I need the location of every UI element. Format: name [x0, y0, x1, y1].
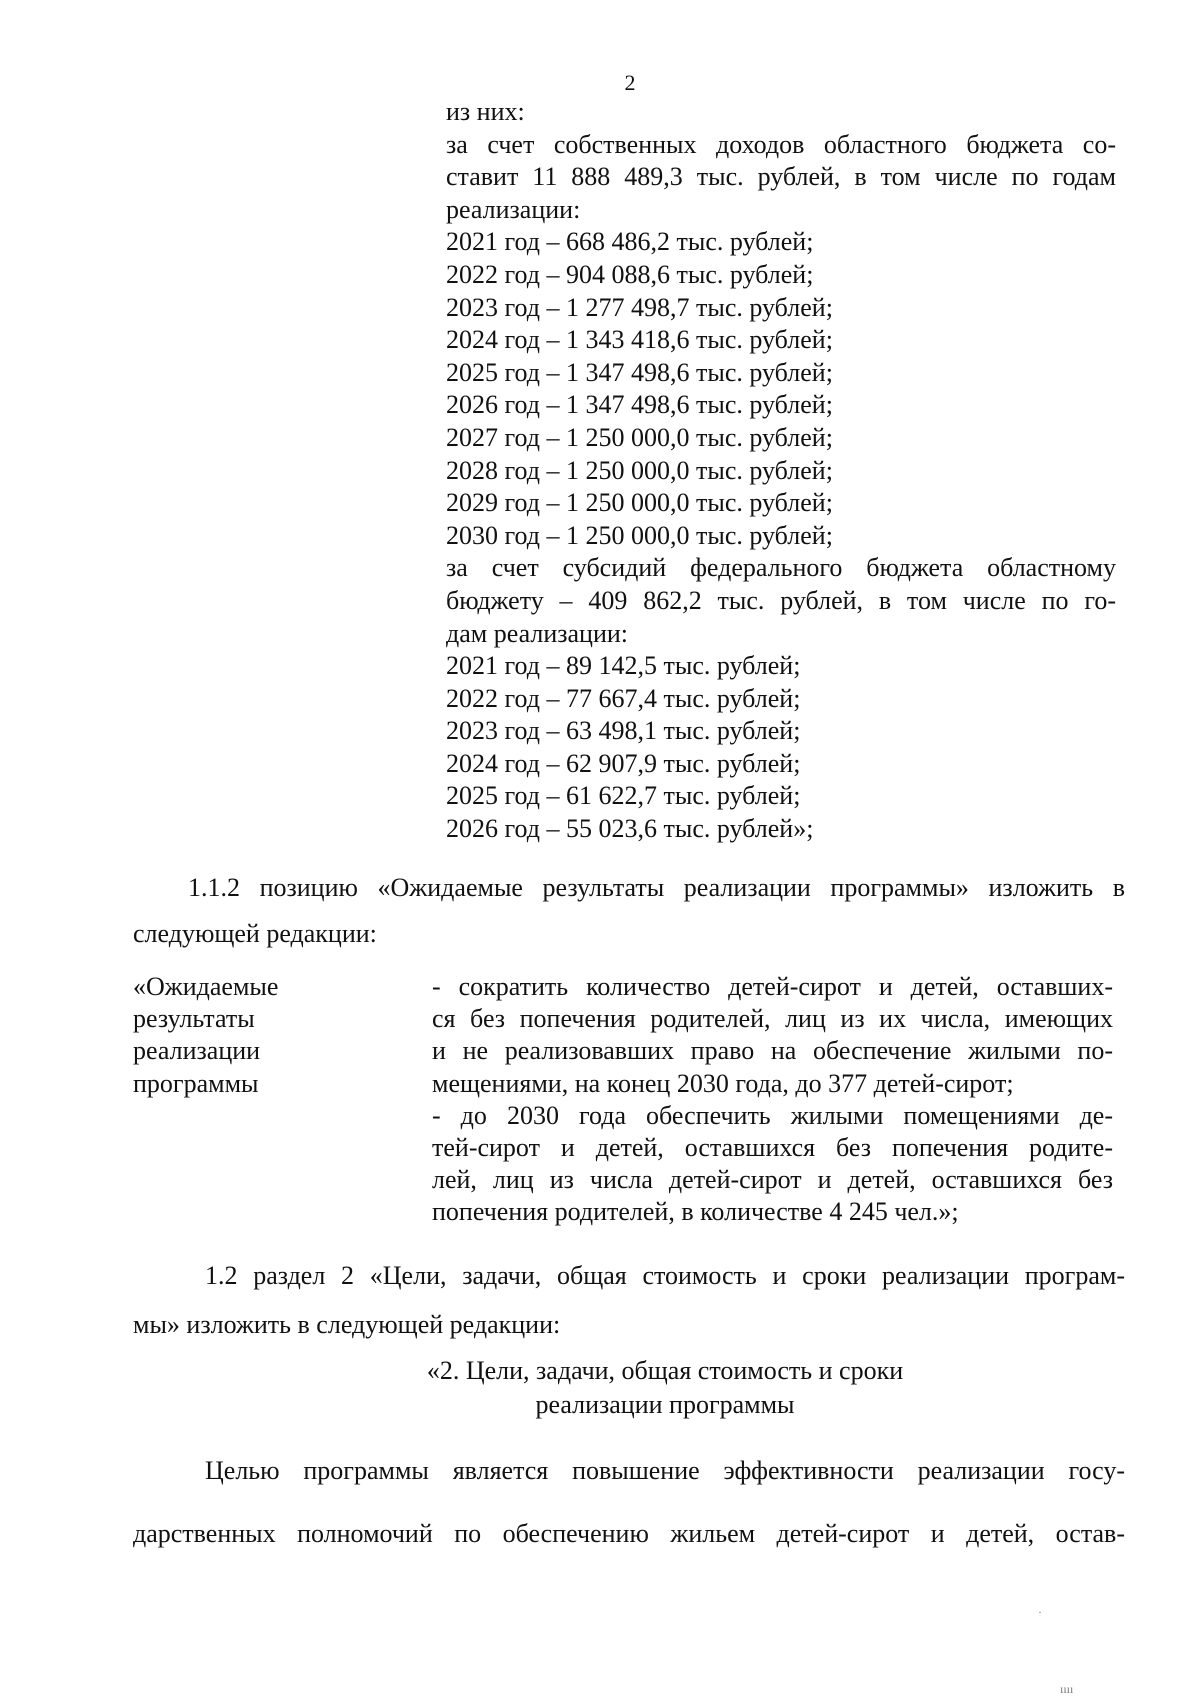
funding-block [446, 96, 1116, 846]
results-text-line: лей, лиц из числа детей-сирот и детей, оставшихся без [432, 1165, 1113, 1195]
own-year-line: 2027 год – 1 250 000,0 тыс. рублей; [446, 422, 833, 452]
clause-1-2-line-1: 1.2 раздел 2 «Цели, задачи, общая стоимость и сроки реализации програм- [205, 1261, 1125, 1290]
federal-year-line: 2024 год – 62 907,9 тыс. рублей; [446, 748, 801, 778]
own-year-line: 2029 год – 1 250 000,0 тыс. рублей; [446, 488, 833, 518]
federal-year-line: 2026 год – 55 023,6 тыс. рублей»; [446, 814, 814, 844]
federal-line: бюджету – 409 862,2 тыс. рублей, в том числе по го- [446, 585, 1116, 615]
scan-dot: · [1038, 1605, 1042, 1619]
own-year-line: 2023 год – 1 277 498,7 тыс. рублей; [446, 292, 833, 322]
page-number: 2 [624, 70, 636, 95]
results-label-line: реализации [133, 1036, 261, 1066]
results-text-line: и не реализовавших право на обеспечение жилыми по- [432, 1036, 1113, 1066]
results-text-line: - сократить количество детей-сирот и детей, оставших- [432, 972, 1113, 1001]
federal-year-line: 2022 год – 77 667,4 тыс. рублей; [446, 683, 801, 713]
own-year-line: 2030 год – 1 250 000,0 тыс. рублей; [446, 520, 833, 550]
section-heading-line-2: реализации программы [535, 1390, 795, 1419]
federal-year-line: 2023 год – 63 498,1 тыс. рублей; [446, 716, 801, 746]
clause-1-1-2-line-2: следующей редакции: [133, 919, 377, 948]
federal-line: за счет субсидий федерального бюджета областному [446, 553, 1116, 583]
own-revenue-line: за счет собственных доходов областного бюджета со- [446, 129, 1116, 159]
section-heading-line-1: «2. Цели, задачи, общая стоимость и сроки [426, 1356, 904, 1385]
results-label-line: результаты [133, 1004, 255, 1034]
own-revenue-line: ставит 11 888 489,3 тыс. рублей, в том числе по годам [446, 162, 1116, 192]
results-text-line: ся без попечения родителей, лиц из их числа, имеющих [432, 1004, 1113, 1034]
own-year-line: 2026 год – 1 347 498,6 тыс. рублей; [446, 390, 833, 420]
results-label-line: программы [133, 1068, 259, 1098]
scan-edge-mark: ıııı [1060, 1682, 1074, 1696]
federal-year-line: 2025 год – 61 622,7 тыс. рублей; [446, 781, 801, 811]
own-year-line: 2022 год – 904 088,6 тыс. рублей; [446, 259, 814, 289]
own-year-line: 2028 год – 1 250 000,0 тыс. рублей; [446, 455, 833, 485]
clause-1-2-line-2: мы» изложить в следующей редакции: [133, 1310, 561, 1339]
goal-line-2: дарственных полномочий по обеспечению жильем детей-сирот и детей, остав- [133, 1519, 1125, 1548]
clause-1-1-2-line-1: 1.1.2 позицию «Ожидаемые результаты реализации программы» изложить в [188, 873, 1125, 902]
goal-line-1: Целью программы является повышение эффективности реализации госу- [205, 1456, 1125, 1485]
own-year-line: 2021 год – 668 486,2 тыс. рублей; [446, 227, 814, 257]
federal-line: дам реализации: [446, 618, 629, 648]
own-year-line: 2025 год – 1 347 498,6 тыс. рублей; [446, 357, 833, 387]
results-text-line: попечения родителей, в количестве 4 245 чел.»; [432, 1197, 959, 1227]
funding-intro: из них: [446, 97, 525, 126]
own-revenue-line: реализации: [446, 194, 581, 224]
own-year-line: 2024 год – 1 343 418,6 тыс. рублей; [446, 325, 833, 355]
federal-year-line: 2021 год – 89 142,5 тыс. рублей; [446, 651, 801, 681]
results-text-line: мещениями, на конец 2030 года, до 377 детей-сирот; [432, 1068, 1014, 1098]
results-text-line: тей-сирот и детей, оставшихся без попечения родите- [432, 1133, 1113, 1163]
results-label [133, 971, 393, 1100]
results-text [432, 971, 1113, 1229]
results-label-line: «Ожидаемые [133, 972, 279, 1001]
results-text-line: - до 2030 года обеспечить жилыми помещениями де- [432, 1100, 1113, 1130]
